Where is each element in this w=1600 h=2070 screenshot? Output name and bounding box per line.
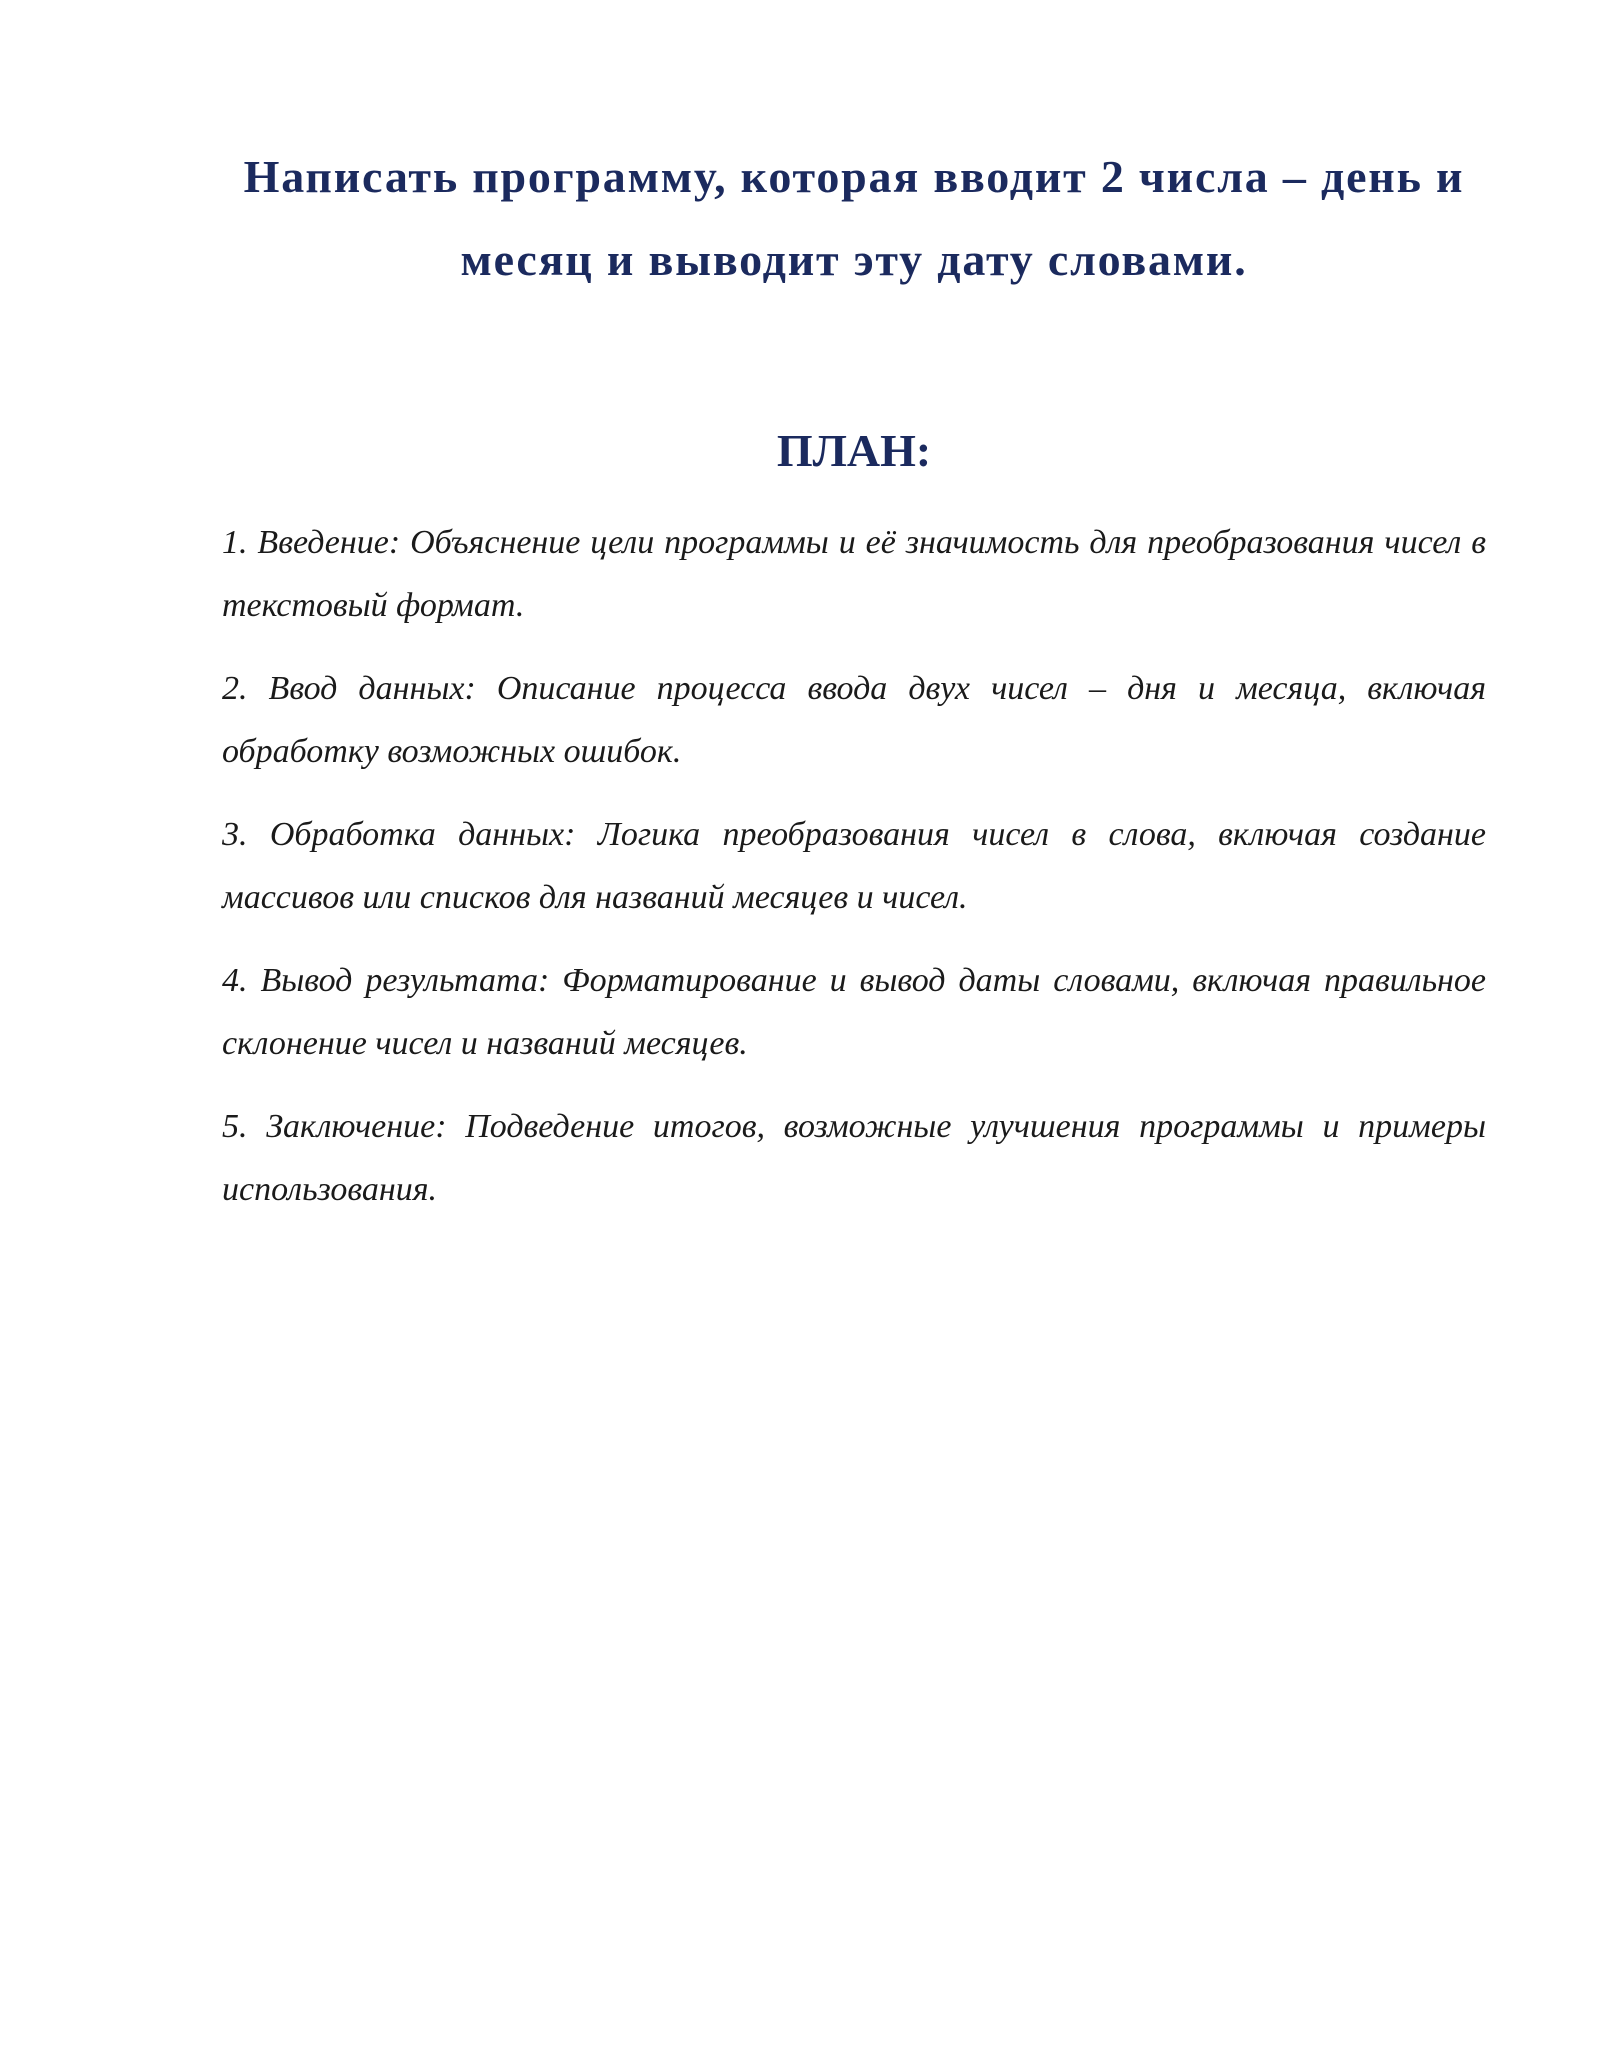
plan-heading: ПЛАН: <box>776 425 932 476</box>
plan-list <box>222 511 1486 1221</box>
plan-item-3: 3. Обработка данных: Логика преобразования чисел в слова, включая создание массивов или списков для названий месяцев и чисел. <box>222 816 1486 916</box>
plan-item-1: 1. Введение: Объяснение цели программы и её значимость для преобразования чисел в текстовый формат. <box>222 524 1486 624</box>
plan-item-4: 4. Вывод результата: Форматирование и вывод даты словами, включая правильное склонение чисел и названий месяцев. <box>222 962 1486 1062</box>
plan-item-2: 2. Ввод данных: Описание процесса ввода двух чисел – дня и месяца, включая обработку возможных ошибок. <box>222 670 1486 770</box>
document-title: Написать программу, которая вводит 2 числа – день и месяц и выводит эту дату словами. <box>243 151 1465 285</box>
document-content <box>222 135 1486 1241</box>
plan-item-5: 5. Заключение: Подведение итогов, возможные улучшения программы и примеры использования. <box>222 1108 1486 1208</box>
